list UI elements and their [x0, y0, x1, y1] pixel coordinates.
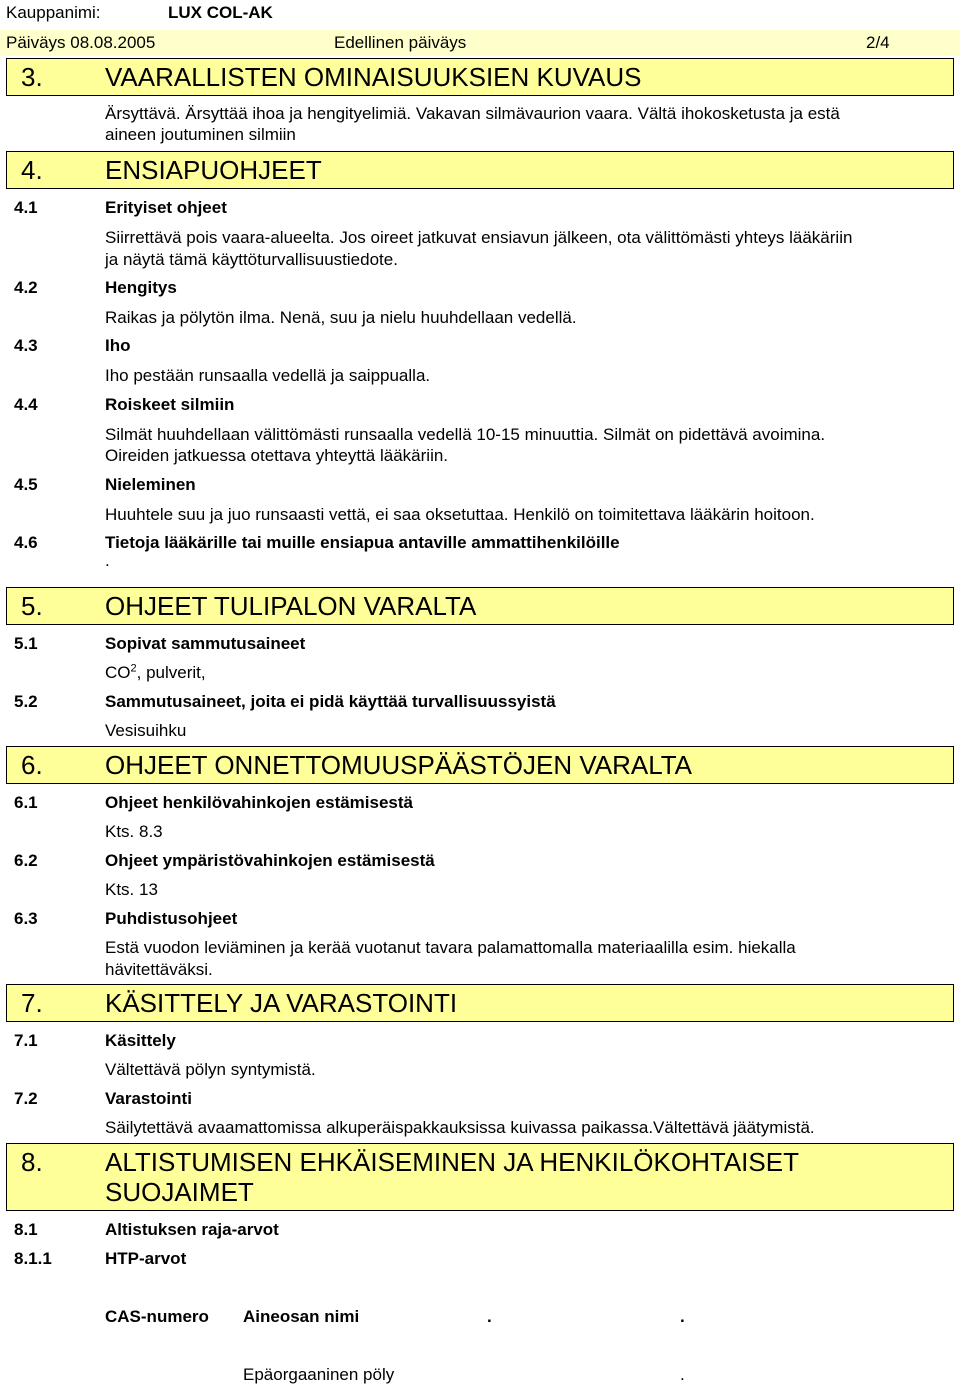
subsection-text: Vältettävä pölyn syntymistä. — [105, 1060, 316, 1079]
subsection-title: Ohjeet henkilövahinkojen estämisestä — [105, 793, 414, 812]
subsection-number: 4.2 — [14, 278, 38, 297]
subsection-number: 5.2 — [14, 692, 38, 711]
table-cell-name: Epäorgaaninen pöly — [243, 1365, 395, 1384]
subsection-text — [105, 662, 206, 683]
subsection-number: 4.5 — [14, 475, 38, 494]
subsection-title: Altistuksen raja-arvot — [105, 1220, 279, 1239]
subsection-number: 6.1 — [14, 793, 38, 812]
subsection-number: 6.2 — [14, 851, 38, 870]
subsection-text: Oireiden jatkuessa otettava yhteyttä lääkäriin. — [105, 446, 449, 465]
subsection-number: 8.1.1 — [14, 1249, 52, 1268]
subsection-number: 4.6 — [14, 533, 38, 552]
section-title: ALTISTUMISEN EHKÄISEMINEN JA HENKILÖKOHTAISET — [105, 1147, 799, 1177]
trade-name: LUX COL-AK — [168, 3, 273, 22]
subsection-title: Puhdistusohjeet — [105, 909, 238, 928]
section-title: KÄSITTELY JA VARASTOINTI — [105, 988, 458, 1018]
subsection-title: Iho — [105, 336, 131, 355]
table-cell-value: . — [680, 1365, 685, 1384]
subsection-text: Siirrettävä pois vaara-alueelta. Jos oireet jatkuvat ensiavun jälkeen, ota välittömästi yhteys lääkäriin — [105, 228, 853, 247]
subsection-title: Hengitys — [105, 278, 177, 297]
section-3-heading — [6, 58, 954, 96]
section-5-heading — [6, 587, 954, 625]
section-number: 8. — [21, 1147, 43, 1177]
co2-rest: , pulverit, — [136, 663, 206, 682]
subsection-text: Vesisuihku — [105, 721, 187, 740]
subsection-text: Säilytettävä avaamattomissa alkuperäispakkauksissa kuivassa paikassa.Vältettävä jäätymistä. — [105, 1118, 815, 1137]
section-number: 4. — [21, 155, 43, 185]
section-number: 3. — [21, 62, 43, 92]
subsection-title: Nieleminen — [105, 475, 196, 494]
subsection-number: 5.1 — [14, 634, 38, 653]
table-header-name: Aineosan nimi — [243, 1307, 360, 1326]
subsection-text: Estä vuodon leviäminen ja kerää vuotanut tavara palamattomalla materiaalilla esim. hiekalla — [105, 938, 796, 957]
subsection-text: Kts. 13 — [105, 880, 158, 899]
subsection-title: Tietoja lääkärille tai muille ensiapua antaville ammattihenkilöille — [105, 533, 620, 552]
section-title: ENSIAPUOHJEET — [105, 155, 322, 185]
subsection-title: Ohjeet ympäristövahinkojen estämisestä — [105, 851, 435, 870]
section-title: OHJEET TULIPALON VARALTA — [105, 591, 477, 621]
section-title: VAARALLISTEN OMINAISUUKSIEN KUVAUS — [105, 62, 642, 92]
subsection-title: Sammutusaineet, joita ei pidä käyttää turvallisuussyistä — [105, 692, 556, 711]
table-header-cas: CAS-numero — [105, 1307, 209, 1326]
section-6-heading — [6, 746, 954, 784]
subsection-title: Sopivat sammutusaineet — [105, 634, 306, 653]
section-number: 5. — [21, 591, 43, 621]
section-title: OHJEET ONNETTOMUUSPÄÄSTÖJEN VARALTA — [105, 750, 693, 780]
subsection-number: 6.3 — [14, 909, 38, 928]
page-number: 2/4 — [866, 33, 890, 52]
section-7-heading — [6, 984, 954, 1022]
subsection-number: 4.3 — [14, 336, 38, 355]
section-8-heading — [6, 1143, 954, 1211]
subsection-title: Erityiset ohjeet — [105, 198, 227, 217]
subsection-number: 4.1 — [14, 198, 38, 217]
subsection-title: HTP-arvot — [105, 1249, 187, 1268]
subsection-number: 7.1 — [14, 1031, 38, 1050]
subsection-text: Huuhtele suu ja juo runsaasti vettä, ei saa oksetuttaa. Henkilö on toimitettava lääkärin hoitoon. — [105, 505, 815, 524]
trade-name-label: Kauppanimi: — [6, 3, 101, 22]
section-4-heading — [6, 151, 954, 189]
subsection-title: Varastointi — [105, 1089, 192, 1108]
subsection-text: ja näytä tämä käyttöturvallisuustiedote. — [105, 250, 398, 269]
subsection-text: Kts. 8.3 — [105, 822, 163, 841]
subsection-number: 4.4 — [14, 395, 38, 414]
subsection-title: Roiskeet silmiin — [105, 395, 235, 414]
co2-superscript: 2 — [130, 662, 137, 675]
subsection-title: Käsittely — [105, 1031, 176, 1050]
table-header-col4: . — [680, 1307, 685, 1326]
date: Päiväys 08.08.2005 — [6, 33, 156, 52]
section-3-text: aineen joutuminen silmiin — [105, 125, 296, 144]
section-3-text: Ärsyttävä. Ärsyttää ihoa ja hengityelimiä. Vakavan silmävaurion vaara. Vältä ihokosketusta ja estä — [105, 104, 840, 123]
section-number: 6. — [21, 750, 43, 780]
table-header-col3: . — [487, 1307, 492, 1326]
subsection-number: 7.2 — [14, 1089, 38, 1108]
section-number: 7. — [21, 988, 43, 1018]
subsection-text: Raikas ja pölytön ilma. Nenä, suu ja nielu huuhdellaan vedellä. — [105, 308, 577, 327]
subsection-text: hävitettäväksi. — [105, 960, 213, 979]
subsection-number: 8.1 — [14, 1220, 38, 1239]
co2-text: CO — [105, 663, 131, 682]
subsection-text: Silmät huuhdellaan välittömästi runsaalla vedellä 10-15 minuuttia. Silmät on pidettävä avoimina. — [105, 425, 826, 444]
subsection-text: . — [105, 551, 110, 570]
subsection-text: Iho pestään runsaalla vedellä ja saippualla. — [105, 366, 431, 385]
previous-date: Edellinen päiväys — [334, 33, 467, 52]
section-title: SUOJAIMET — [105, 1177, 254, 1207]
